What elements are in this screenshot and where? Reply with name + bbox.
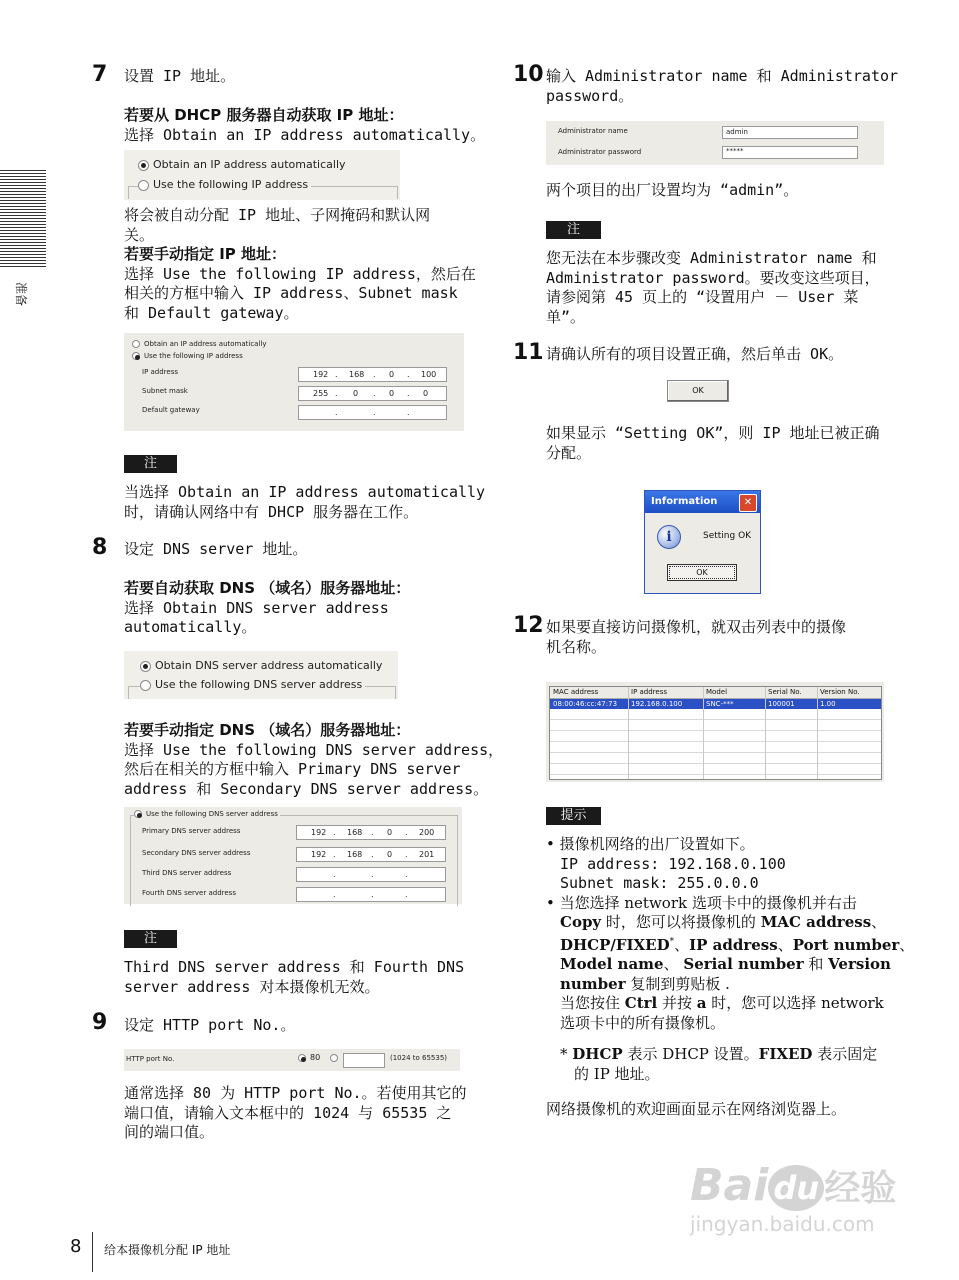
dns-manual-heading: 若要手动指定 DNS （域名）服务器地址：: [124, 721, 411, 739]
tip-ip-line: IP address: 192.168.0.100: [560, 854, 786, 873]
radio-port-80[interactable]: 80: [298, 1053, 320, 1062]
footer-divider: [92, 1232, 93, 1272]
http-port-label: HTTP port No.: [126, 1055, 175, 1063]
tip-item-2-line7: 选项卡中的所有摄像机。: [560, 1013, 726, 1032]
dns-auto-text1: 选择 Obtain DNS server address: [124, 598, 389, 617]
radio-port-custom[interactable]: [330, 1053, 342, 1062]
dns-auto-text2: automatically。: [124, 618, 257, 636]
column-divider: [817, 687, 818, 779]
cell-version: 1.00: [820, 700, 836, 708]
step-7-manual-block: [124, 206, 476, 323]
step-10-default-text: 两个项目的出厂设置均为 “admin”。: [546, 181, 799, 199]
tip-item-2-line5: number 复制到剪贴板 .: [560, 974, 730, 993]
note-line1: Third DNS server address 和 Fourth DNS: [124, 958, 465, 976]
step-9-desc: [124, 1084, 467, 1143]
step-12-title: [546, 618, 846, 657]
tip-item-2-line2: Copy 时，您可以将摄像机的 MAC address、: [560, 913, 887, 931]
step-8-manual-block: [124, 721, 503, 799]
cell-model: SNC-***: [706, 700, 734, 708]
cell-ip: 192.168.0.100: [631, 700, 683, 708]
close-icon[interactable]: ✕: [739, 494, 757, 512]
default-gateway-input[interactable]: . . .: [298, 405, 447, 420]
footnote-line2: 的 IP 地址。: [574, 1064, 660, 1083]
dialog-titlebar: [645, 491, 760, 513]
tip-item-2-line4: Model name、 Serial number 和 Version: [560, 955, 891, 973]
desc-line2: 分配。: [546, 443, 592, 462]
information-dialog: [644, 490, 761, 594]
dns-manual-panel: [124, 807, 462, 904]
page-number: 8: [70, 1236, 82, 1257]
cell-serial: 100001: [768, 700, 795, 708]
note-line4: 单”。: [546, 307, 586, 326]
ip-address-input[interactable]: 192 . 168 . 0 . 100: [298, 367, 447, 382]
title-line2: 机名称。: [546, 637, 607, 656]
sidebar-tab-lines: [0, 170, 46, 268]
title-line2: password。: [546, 86, 634, 105]
note-badge-step10: 注: [546, 221, 601, 239]
auto-desc-line2: 关。: [124, 225, 155, 244]
http-port-panel: [124, 1049, 460, 1071]
default-gateway-label: Default gateway: [142, 406, 200, 414]
column-divider: [628, 687, 629, 779]
panel-radio-use-ip[interactable]: Use the following IP address: [132, 352, 243, 360]
table-empty-rows: [550, 709, 881, 779]
step-7-dhcp-block: [124, 106, 485, 145]
http-port-range: (1024 to 65535): [390, 1054, 448, 1062]
step-12-number: 12: [513, 613, 544, 638]
step-11-title: 请确认所有的项目设置正确，然后单击 OK。: [546, 345, 844, 363]
subnet-mask-input[interactable]: 255 . 0 . 0 . 0: [298, 386, 447, 401]
radio-use-following-ip[interactable]: Use the following IP address: [138, 178, 311, 191]
note-badge-step8: 注: [124, 930, 177, 948]
secondary-dns-input[interactable]: 192 . 168 . 0 . 201: [296, 847, 446, 862]
radio-use-following-dns[interactable]: Use the following DNS server address: [140, 678, 365, 691]
admin-password-label: Administrator password: [558, 148, 642, 156]
step-10-number: 10: [513, 62, 544, 87]
third-dns-input[interactable]: . . .: [296, 867, 446, 882]
panel-radio-use-dns[interactable]: Use the following DNS server address: [134, 810, 280, 818]
footnote-line1: * DHCP 表示 DHCP 设置。FIXED 表示固定: [560, 1045, 878, 1063]
title-line1: 如果要直接访问摄像机，就双击列表中的摄像: [546, 618, 847, 636]
column-header-mac[interactable]: MAC address: [553, 688, 599, 696]
ip-address-label: IP address: [142, 368, 179, 376]
desc-line1: 通常选择 80 为 HTTP port No.。若使用其它的: [124, 1084, 467, 1102]
title-line1: 输入 Administrator name 和 Administrator: [546, 67, 899, 85]
column-header-model[interactable]: Model: [706, 688, 728, 696]
tip-badge: 提示: [546, 807, 601, 825]
footnote: [560, 1045, 877, 1084]
tip-mask-line: Subnet mask: 255.0.0.0: [560, 874, 759, 892]
footer-title: 给本摄像机分配 IP 地址: [104, 1243, 231, 1257]
desc-line3: 间的端口值。: [124, 1123, 215, 1141]
step-10-note: [546, 249, 880, 327]
step-7-note: [124, 483, 485, 522]
dns-auto-heading: 若要自动获取 DNS （域名）服务器地址：: [124, 579, 411, 597]
step-7-title: 设置 IP 地址。: [124, 67, 236, 85]
note-line2: Administrator password。要改变这些项目，: [546, 268, 880, 287]
manual-text-line2: 相关的方框中输入 IP address、Subnet mask: [124, 284, 458, 302]
note-line2: 时，请确认网络中有 DHCP 服务器在工作。: [124, 502, 419, 521]
note-badge-step7: 注: [124, 455, 177, 473]
dialog-ok-button[interactable]: OK: [667, 564, 737, 581]
note-line1: 当选择 Obtain an IP address automatically: [124, 483, 486, 501]
subnet-mask-label: Subnet mask: [142, 387, 188, 395]
watermark-url: jingyan.baidu.com: [690, 1212, 875, 1236]
admin-name-label: Administrator name: [558, 127, 628, 135]
desc-line1: 如果显示 “Setting OK”，则 IP 地址已被正确: [546, 424, 880, 442]
third-dns-label: Third DNS server address: [142, 869, 232, 877]
ip-manual-panel: [124, 333, 464, 431]
final-text: 网络摄像机的欢迎画面显示在网络浏览器上。: [546, 1100, 847, 1118]
step-8-number: 8: [92, 535, 108, 560]
cell-mac: 08:00:46:cc:47:73: [553, 700, 618, 708]
dns-manual-text1: 选择 Use the following DNS server address，: [124, 740, 504, 759]
dhcp-heading: 若要从 DHCP 服务器自动获取 IP 地址：: [124, 106, 404, 124]
fourth-dns-input[interactable]: . . .: [296, 887, 446, 902]
step-11-desc: [546, 424, 880, 463]
note-line3: 请参阅第 45 页上的 “设置用户 － User 菜: [546, 288, 859, 306]
step-9-title: 设定 HTTP port No.。: [124, 1016, 296, 1034]
note-line1: 您无法在本步骤改变 Administrator name 和: [546, 249, 877, 267]
tip-item-1: • 摄像机网络的出厂设置如下。: [546, 835, 755, 853]
tip-list: [546, 835, 914, 1033]
camera-list-panel: [546, 682, 884, 782]
dhcp-instruction: 选择 Obtain an IP address automatically。: [124, 125, 486, 144]
info-icon: i: [657, 525, 681, 549]
column-header-serial[interactable]: Serial No.: [768, 688, 802, 696]
admin-panel: [546, 121, 884, 165]
column-header-version[interactable]: Version No.: [820, 688, 860, 696]
dialog-title: Information: [651, 496, 718, 507]
secondary-dns-label: Secondary DNS server address: [142, 849, 251, 857]
column-divider: [765, 687, 766, 779]
step-8-note: [124, 958, 464, 997]
tip-item-2: • 当您选择 network 选项卡中的摄像机并右击: [546, 893, 857, 912]
column-divider: [703, 687, 704, 779]
dns-manual-text2: 然后在相关的方框中输入 Primary DNS server: [124, 760, 461, 778]
sidebar-tab-label: 准备: [14, 282, 28, 307]
tip-item-2-line3: DHCP/FIXED*、IP address、Port number、: [560, 935, 915, 954]
primary-dns-input[interactable]: 192 . 168 . 0 . 200: [296, 825, 446, 840]
primary-dns-label: Primary DNS server address: [142, 827, 241, 835]
step-11-number: 11: [513, 340, 544, 365]
table-header: [550, 687, 881, 699]
step-9-number: 9: [92, 1010, 108, 1035]
manual-text-line1: 选择 Use the following IP address，然后在: [124, 264, 476, 283]
dns-auto-radio-panel: [124, 651, 398, 699]
radio-obtain-ip-auto[interactable]: Obtain an IP address automatically: [138, 158, 346, 171]
ip-auto-radio-panel: [124, 150, 400, 200]
admin-name-input[interactable]: admin: [722, 126, 858, 139]
desc-line2: 端口值，请输入文本框中的 1024 与 65535 之: [124, 1103, 452, 1122]
fourth-dns-label: Fourth DNS server address: [142, 889, 236, 897]
manual-text-line3: 和 Default gateway。: [124, 303, 299, 322]
dialog-message: Setting OK: [703, 531, 752, 541]
tip-item-2-line6: 当您按住 Ctrl 并按 a 时，您可以选择 network: [560, 994, 884, 1012]
watermark-logo: Bai du 经验: [690, 1160, 897, 1211]
manual-heading: 若要手动指定 IP 地址：: [124, 245, 287, 263]
step-8-title: 设定 DNS server 地址。: [124, 540, 308, 558]
step-7-number: 7: [92, 62, 108, 87]
admin-password-input[interactable]: *****: [722, 146, 858, 159]
radio-obtain-dns-auto[interactable]: Obtain DNS server address automatically: [140, 659, 382, 672]
camera-list-table: [549, 686, 882, 780]
dns-manual-text3: address 和 Secondary DNS server address。: [124, 779, 489, 798]
ok-button[interactable]: OK: [667, 380, 729, 402]
http-port-input[interactable]: [343, 1053, 385, 1068]
step-10-title: [546, 67, 898, 106]
column-header-ip[interactable]: IP address: [631, 688, 668, 696]
panel-radio-obtain-ip[interactable]: Obtain an IP address automatically: [132, 340, 267, 348]
auto-desc-line1: 将会被自动分配 IP 地址、子网掩码和默认网: [124, 206, 431, 224]
table-row[interactable]: [550, 699, 881, 709]
step-8-auto-block: [124, 579, 410, 638]
note-line2: server address 对本摄像机无效。: [124, 977, 380, 996]
